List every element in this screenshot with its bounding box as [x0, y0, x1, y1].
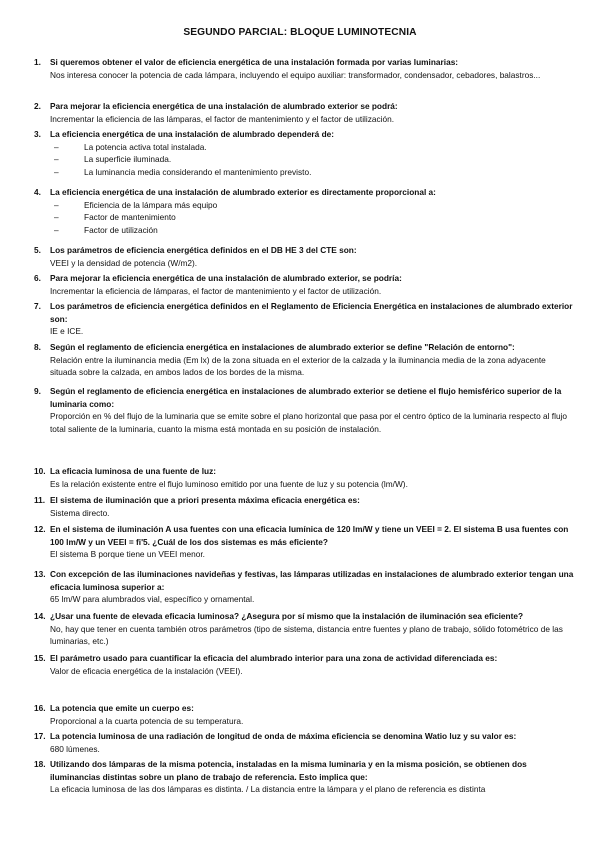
- question-text: En el sistema de iluminación A usa fuentes con una eficacia lumínica de 120 lm/W y tiene un VEEI = 2. El sistema B usa fuentes con 100 lm/W y un VEEI = fi'5. ¿Cuál de los dos sistemas es más eficiente?: [50, 524, 569, 547]
- question-item: [34, 610, 574, 648]
- question-item: [34, 341, 574, 379]
- question-number: 16.: [34, 703, 46, 713]
- answer-text: Relación entre la iluminancia media (Em lx) de la zona situada en el exterior de la calzada y la iluminancia media de la zona adyacente situada sobre la calzada, en ambos lados de los bordes de la misma.: [50, 354, 546, 378]
- answer-text: 65 lm/W para alumbrados vial, específico y ornamental.: [50, 594, 255, 605]
- question-item: [34, 385, 574, 435]
- page-title: SEGUNDO PARCIAL: BLOQUE LUMINOTECNIA: [183, 27, 417, 38]
- question-number: 4.: [34, 187, 41, 197]
- question-number: 17.: [34, 731, 46, 741]
- question-item: [34, 702, 574, 727]
- question-item: [34, 100, 574, 125]
- answer-text: Sistema directo.: [50, 507, 110, 518]
- question-text: El parámetro usado para cuantificar la eficacia del alumbrado interior para una zona de actividad diferenciada es:: [50, 653, 498, 663]
- question-item: [34, 272, 574, 297]
- question-text: Si queremos obtener el valor de eficiencia energética de una instalación formada por varias luminarias:: [50, 57, 459, 67]
- question-item: [34, 568, 574, 606]
- question-item: [34, 523, 574, 561]
- answer-text: No, hay que tener en cuenta también otros parámetros (tipo de sistema, distancia entre fuentes y plano de trabajo, sólido fotométrico de las luminarias, etc.): [50, 623, 563, 647]
- question-text: El sistema de iluminación que a priori presenta máxima eficacia energética es:: [50, 495, 360, 505]
- list-item: – La superficie iluminada.: [54, 154, 172, 165]
- question-text: La potencia que emite un cuerpo es:: [50, 703, 194, 713]
- list-item: – La luminancia media considerando el mantenimiento previsto.: [54, 166, 312, 177]
- question-number: 1.: [34, 57, 41, 67]
- question-item: [34, 244, 574, 269]
- answer-text: Nos interesa conocer la potencia de cada lámpara, incluyendo el equipo auxiliar: transformador, condensador, cebadores, balastros...: [50, 69, 541, 80]
- answer-text: El sistema B porque tiene un VEEI menor.: [50, 549, 205, 560]
- question-text: Según el reglamento de eficiencia energética en instalaciones de alumbrado exterior se detiene el flujo hemisférico superior de la luminaria como:: [50, 386, 562, 409]
- answer-list: [50, 199, 574, 237]
- answer-text: La eficacia luminosa de las dos lámparas es distinta. / La distancia entre la lámpara y el plano de referencia es distinta: [50, 784, 486, 795]
- question-number: 9.: [34, 386, 41, 396]
- question-number: 12.: [34, 524, 46, 534]
- question-item: [34, 186, 574, 236]
- list-item: – Factor de utilización: [54, 224, 158, 235]
- question-text: Para mejorar la eficiencia energética de una instalación de alumbrado exterior se podrá:: [50, 101, 398, 111]
- question-number: 15.: [34, 653, 46, 663]
- question-item: [34, 652, 574, 677]
- question-text: ¿Usar una fuente de elevada eficacia luminosa? ¿Asegura por sí mismo que la instalación de iluminación sea eficiente?: [50, 611, 524, 621]
- answer-text: VEEI y la densidad de potencia (W/m2).: [50, 257, 198, 268]
- question-item: [34, 128, 574, 178]
- answer-text: Valor de eficacia energética de la instalación (VEEI).: [50, 665, 243, 676]
- question-text: Los parámetros de eficiencia energética definidos en el Reglamento de Eficiencia Energética en instalaciones de alumbrado exterior son:: [50, 301, 573, 324]
- question-text: Según el reglamento de eficiencia energética en instalaciones de alumbrado exterior se define "Relación de entorno":: [50, 342, 515, 352]
- list-item: – Factor de mantenimiento: [54, 212, 176, 223]
- answer-text: Es la relación existente entre el flujo luminoso emitido por una fuente de luz y su potencia (lm/W).: [50, 478, 408, 489]
- question-text: La eficiencia energética de una instalación de alumbrado dependerá de:: [50, 129, 335, 139]
- question-item: [34, 300, 574, 338]
- answer-text: Incrementar la eficiencia de lámparas, el factor de mantenimiento y el factor de utilización.: [50, 285, 382, 296]
- question-number: 14.: [34, 611, 46, 621]
- question-number: 8.: [34, 342, 41, 352]
- list-item: – Eficiencia de la lámpara más equipo: [54, 199, 218, 210]
- question-item: [34, 758, 574, 796]
- answer-text: Proporcional a la cuarta potencia de su temperatura.: [50, 715, 244, 726]
- question-number: 11.: [34, 495, 46, 505]
- question-item: [34, 494, 574, 519]
- question-text: Los parámetros de eficiencia energética definidos en el DB HE 3 del CTE son:: [50, 245, 357, 255]
- answer-text: Incrementar la eficiencia de las lámparas, el factor de mantenimiento y el factor de utilización.: [50, 113, 395, 124]
- question-number: 7.: [34, 301, 41, 311]
- question-number: 3.: [34, 129, 41, 139]
- question-number: 18.: [34, 759, 46, 769]
- question-text: Utilizando dos lámparas de la misma potencia, instaladas en la misma luminaria y en la misma posición, se obtienen dos iluminancias distintas sobre un plano de trabajo de referencia. Esto implica que:: [50, 759, 527, 782]
- question-text: La potencia luminosa de una radiación de longitud de onda de máxima eficiencia se denomina Watio luz y su valor es:: [50, 731, 517, 741]
- question-item: [34, 730, 574, 755]
- question-text: Para mejorar la eficiencia energética de una instalación de alumbrado exterior, se podría:: [50, 273, 402, 283]
- answer-text: 680 lúmenes.: [50, 743, 100, 754]
- question-text: Con excepción de las iluminaciones navideñas y festivas, las lámparas utilizadas en instalaciones de alumbrado exterior tengan una eficacia luminosa superior a:: [50, 569, 574, 592]
- question-item: [34, 465, 574, 490]
- list-item: – La potencia activa total instalada.: [54, 141, 207, 152]
- question-text: La eficacia luminosa de una fuente de luz:: [50, 466, 216, 476]
- question-number: 5.: [34, 245, 41, 255]
- answer-list: [50, 141, 574, 179]
- question-number: 6.: [34, 273, 41, 283]
- answer-text: IE e ICE.: [50, 326, 84, 337]
- question-text: La eficiencia energética de una instalación de alumbrado exterior es directamente proporcional a:: [50, 187, 436, 197]
- question-number: 13.: [34, 569, 46, 579]
- question-number: 10.: [34, 466, 46, 476]
- question-item: [34, 56, 574, 81]
- question-number: 2.: [34, 101, 41, 111]
- answer-text: Proporción en % del flujo de la luminaria que se emite sobre el plano horizontal que pasa por el centro óptico de la luminaria respecto al flujo total saliente de la luminaria, cuanto la misma está montada en su posición de instalación.: [50, 411, 568, 434]
